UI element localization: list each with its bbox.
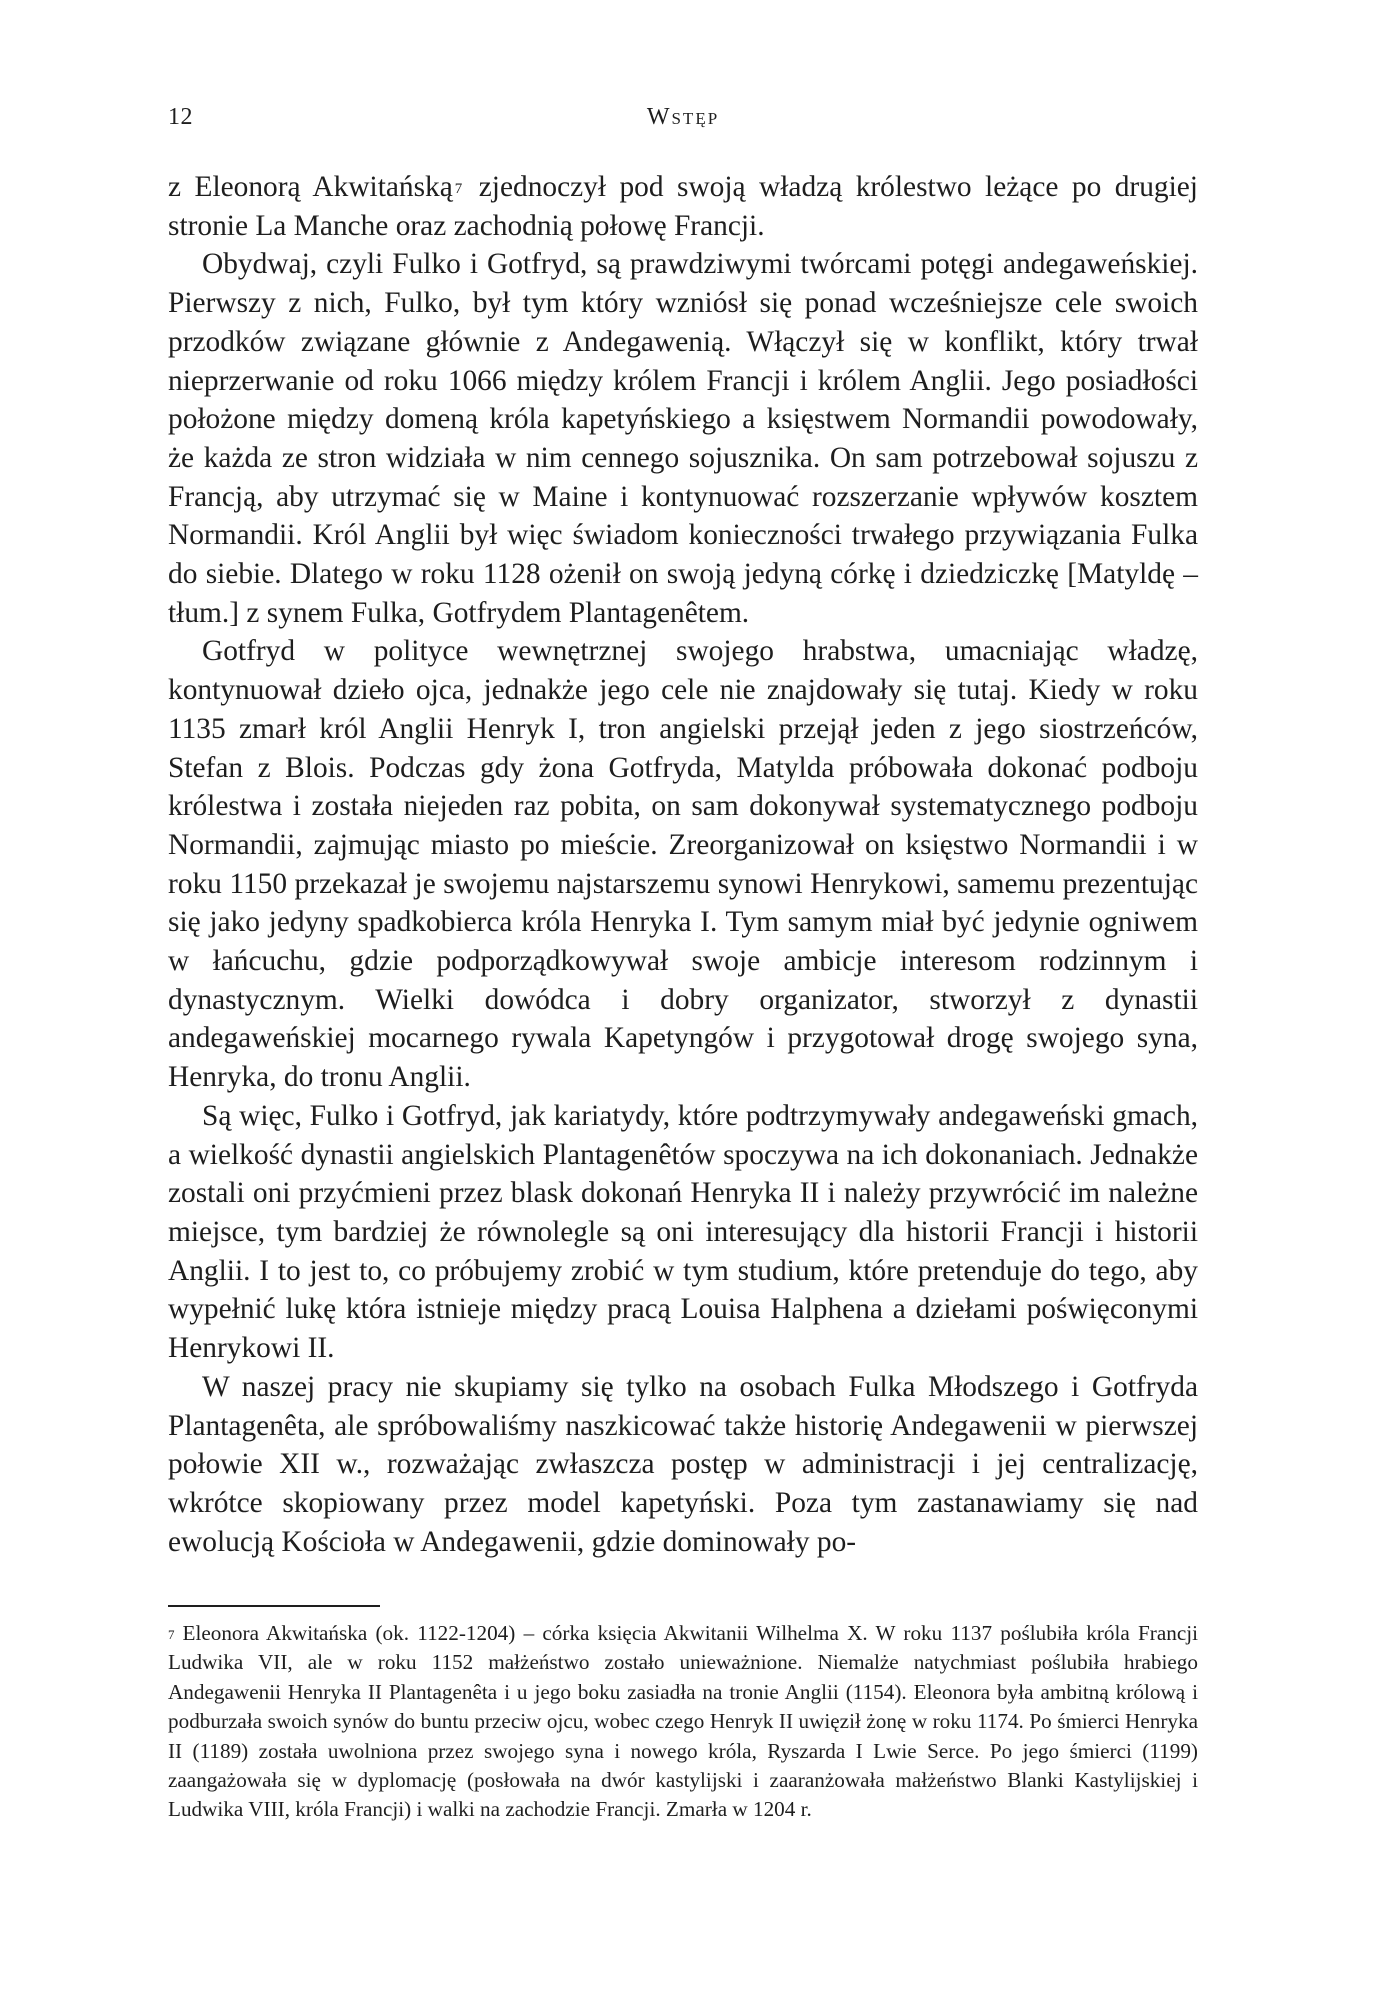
footnote: [168, 1619, 1198, 1825]
page-header: [168, 104, 1198, 140]
footnote-reference: 7: [454, 181, 463, 197]
paragraph: [168, 168, 1198, 245]
main-text: [168, 168, 1198, 1561]
paragraph-text: zjednoczył pod swoją władzą królestwo leżące po drugiej stronie La Manche oraz zachodnią połowę Francji.: [168, 171, 1198, 242]
page-number: 12: [168, 104, 193, 130]
running-head: Wstęp: [646, 104, 720, 130]
footnotes: [168, 1619, 1198, 1825]
paragraph: Obydwaj, czyli Fulko i Gotfryd, są prawdziwymi twórcami potęgi andegaweńskiej. Pierwszy z nich, Fulko, był tym który wzniósł się ponad wcześniejsze cele swoich przodków związane głównie z Andegawenią. Włączył się w konflikt, który trwał nieprzerwanie od roku 1066 między królem Francji i królem Anglii. Jego posiadłości położone między domeną króla kapetyńskiego a księstwem Normandii powodowały, że każda ze stron widziała w nim cennego sojusznika. On sam potrzebował sojuszu z Francją, aby utrzymać się w Maine i kontynuować rozszerzanie wpływów kosztem Normandii. Król Anglii był więc świadom konieczności trwałego przywiązania Fulka do siebie. Dlatego w roku 1128 ożenił on swoją jedyną córkę i dziedziczkę [Matyldę – tłum.] z synem Fulka, Gotfrydem Plantagenêtem.: [168, 248, 1198, 629]
footnote-divider: [168, 1605, 380, 1607]
paragraph: Są więc, Fulko i Gotfryd, jak kariatydy, które podtrzymywały andegaweński gmach, a wielkość dynastii angielskich Plantagenêtów spoczywa na ich dokonaniach. Jednakże zostali oni przyćmieni przez blask dokonań Henryka II i należy przywrócić im należne miejsce, tym bardziej że równolegle są oni interesujący dla historii Francji i historii Anglii. I to jest to, co próbujemy zrobić w tym studium, które pretenduje do tego, aby wypełnić lukę która istnieje między pracą Louisa Halphena a dziełami poświęconymi Henrykowi II.: [168, 1099, 1198, 1365]
paragraph: W naszej pracy nie skupiamy się tylko na osobach Fulka Młodszego i Gotfryda Plantagenêta, ale spróbowaliśmy naszkicować także historię Andegawenii w pierwszej połowie XII w., rozważając zwłaszcza postęp w administracji i jej centralizację, wkrótce skopiowany przez model kapetyński. Poza tym zastanawiamy się nad ewolucją Kościoła w Andegawenii, gdzie dominowały po-: [168, 1370, 1198, 1558]
footnote-text: Eleonora Akwitańska (ok. 1122-1204) – córka księcia Akwitanii Wilhelma X. W roku 1137 poślubiła króla Francji Ludwika VII, ale w roku 1152 małżeństwo zostało unieważnione. Niemalże natychmiast poślubiła hrabiego Andegawenii Henryka II Plantagenêta i u jego boku zasiadła na tronie Anglii (1154). Eleonora była ambitną królową i podburzała swoich synów do buntu przeciw ojcu, wobec czego Henryk II uwięził żonę w roku 1174. Po śmierci Henryka II (1189) została uwolniona przez swojego syna i nowego króla, Ryszarda I Lwie Serce. Po jego śmierci (1199) zaangażowała się w dyplomację (posłowała na dwór kastylijski i zaaranżowała małżeństwo Blanki Kastylijskiej i Ludwika VIII, króla Francji) i walki na zachodzie Francji. Zmarła w 1204 r.: [168, 1621, 1198, 1822]
footnote-number: 7: [168, 1627, 175, 1642]
paragraph-text: z Eleonorą Akwitańską: [168, 171, 453, 203]
paragraph: Gotfryd w polityce wewnętrznej swojego hrabstwa, umacniając władzę, kontynuował dzieło ojca, jednakże jego cele nie znajdowały się tutaj. Kiedy w roku 1135 zmarł król Anglii Henryk I, tron angielski przejął jeden z jego siostrzeńców, Stefan z Blois. Podczas gdy żona Gotfryda, Matylda próbowała dokonać podboju królestwa i została niejeden raz pobita, on sam dokonywał systematycznego podboju Normandii, zajmując miasto po mieście. Zreorganizował on księstwo Normandii i w roku 1150 przekazał je swojemu najstarszemu synowi Henrykowi, samemu prezentując się jako jedyny spadkobierca króla Henryka I. Tym samym miał być jedynie ogniwem w łańcuchu, gdzie podporządkowywał swoje ambicje interesom rodzinnym i dynastycznym. Wielki dowódca i dobry organizator, stworzył z dynastii andegaweńskiej mocarnego rywala Kapetyngów i przygotował drogę swojego syna, Henryka, do tronu Anglii.: [168, 635, 1198, 1094]
